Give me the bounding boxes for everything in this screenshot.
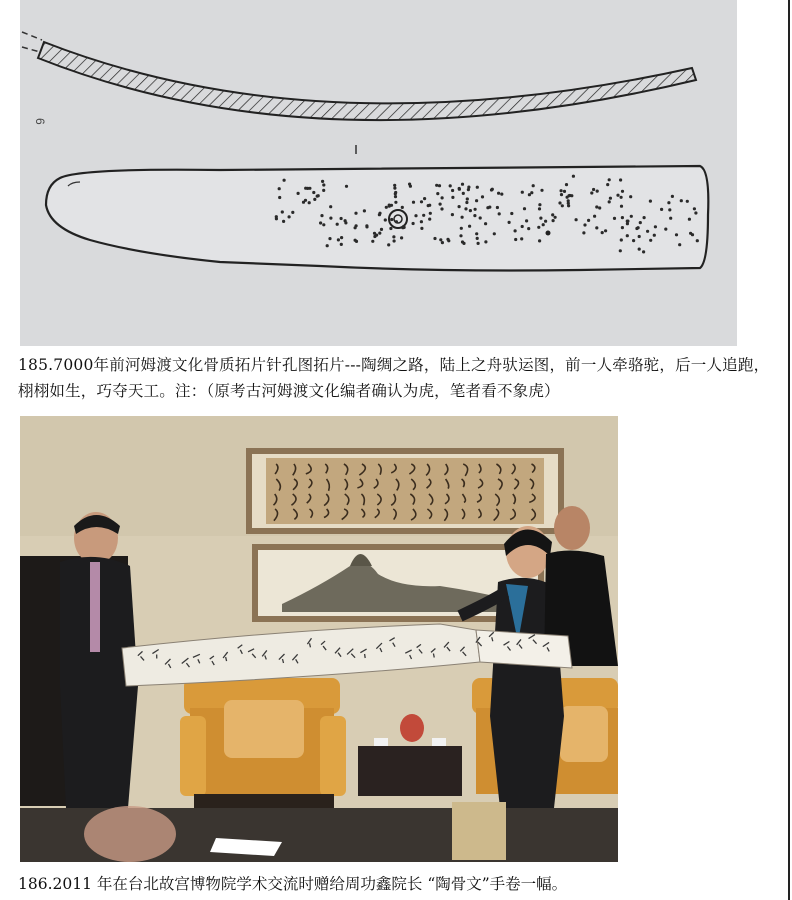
page-edge-rule [788,0,790,900]
handscroll-presentation-photo [20,416,618,862]
figure-185-caption: 185.7000年前河姆渡文化骨质拓片针孔图拓片---陶绸之路，陆上之舟驮运图，前一人牵骆驼，后一人追跑，栩栩如生，巧夺天工。注：（原考古河姆渡文化编者确认为虎，笔者看不象虎） [18,356,770,400]
side-table [358,746,462,796]
figure-186-caption: 186.2011 年在台北故宫博物院学术交流时赠给周功鑫院长 “陶骨文”手卷一幅。 [18,875,568,893]
artifact-drawing-figure [20,0,737,346]
calligraphy-wall-scroll [246,448,564,534]
page-mark: 6 [33,118,47,125]
armchair-left [180,678,346,808]
gift-bag [452,802,506,860]
